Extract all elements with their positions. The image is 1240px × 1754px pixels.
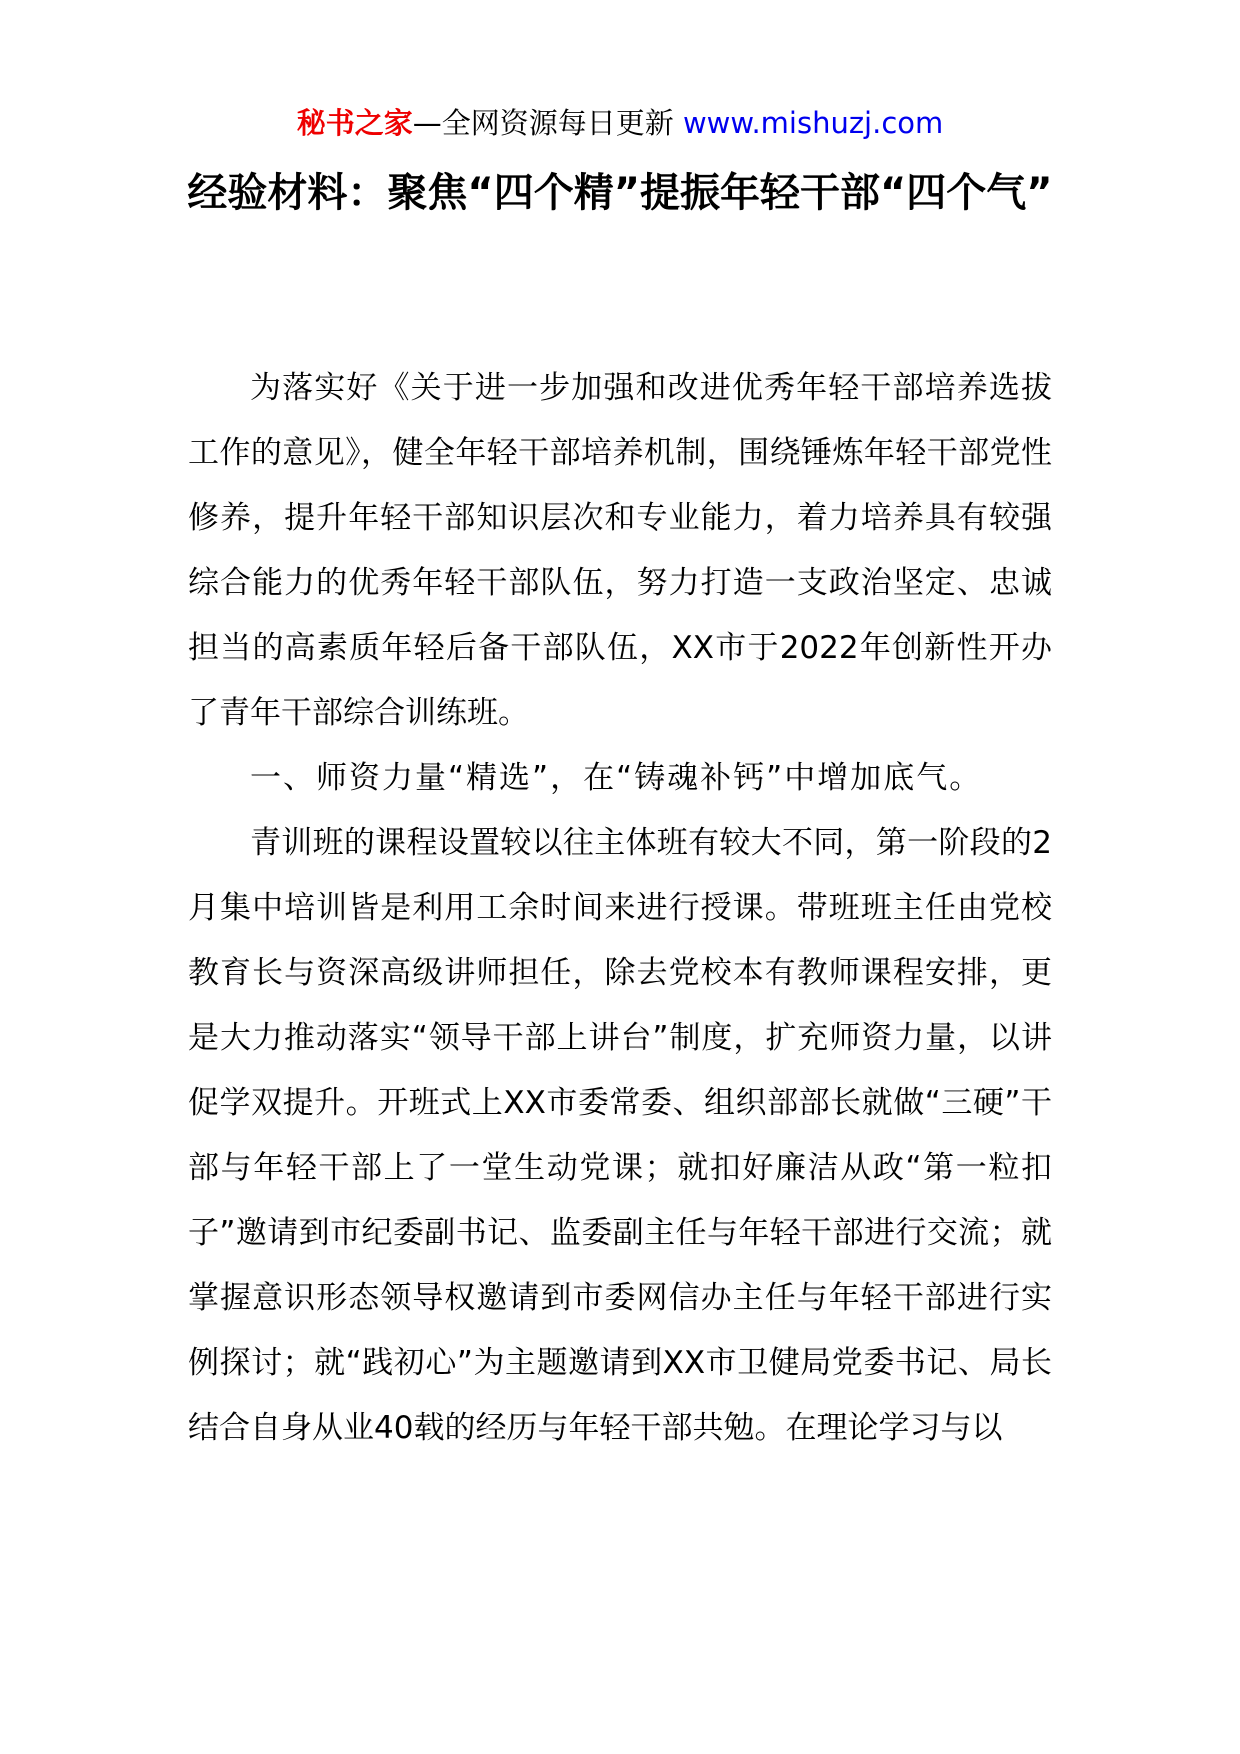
body-paragraph: 青训班的课程设置较以往主体班有较大不同，第一阶段的2月集中培训皆是利用工余时间来进行授课。带班班主任由党校教育长与资深高级讲师担任，除去党校本有教师课程安排，更是大力推动落实“领导干部上讲台”制度，扩充师资力量，以讲促学双提升。开班式上XX市委常委、组织部部长就做“三硬”干部与年轻干部上了一堂生动党课；就扣好廉洁从政“第一粒扣子”邀请到市纪委副书记、监委副主任与年轻干部进行交流；就掌握意识形态领导权邀请到市委网信办主任与年轻干部进行实例探讨；就“践初心”为主题邀请到XX市卫健局党委书记、局长结合自身从业40载的经历与年轻干部共勉。在理论学习与以 xyxy=(188,825,1052,1446)
intro-paragraph: 为落实好《关于进一步加强和改进优秀年轻干部培养选拔工作的意见》，健全年轻干部培养机制，围绕锤炼年轻干部党性修养，提升年轻干部知识层次和专业能力，着力培养具有较强综合能力的优秀年轻干部队伍，努力打造一支政治坚定、忠诚担当的高素质年轻后备干部队伍，XX市于2022年创新性开办了青年干部综合训练班。 xyxy=(188,370,1052,731)
site-tagline: —全网资源每日更新 xyxy=(412,106,674,140)
document-title: 经验材料：聚焦“四个精”提振年轻干部“四个气” xyxy=(187,170,1053,216)
section-heading-1: 一、师资力量“精选”，在“铸魂补钙”中增加底气。 xyxy=(250,760,983,796)
site-header xyxy=(0,103,1240,143)
document-body xyxy=(188,356,1052,1461)
site-url-link[interactable]: www.mishuzj.com xyxy=(682,106,944,140)
site-name: 秘书之家 xyxy=(296,106,413,140)
